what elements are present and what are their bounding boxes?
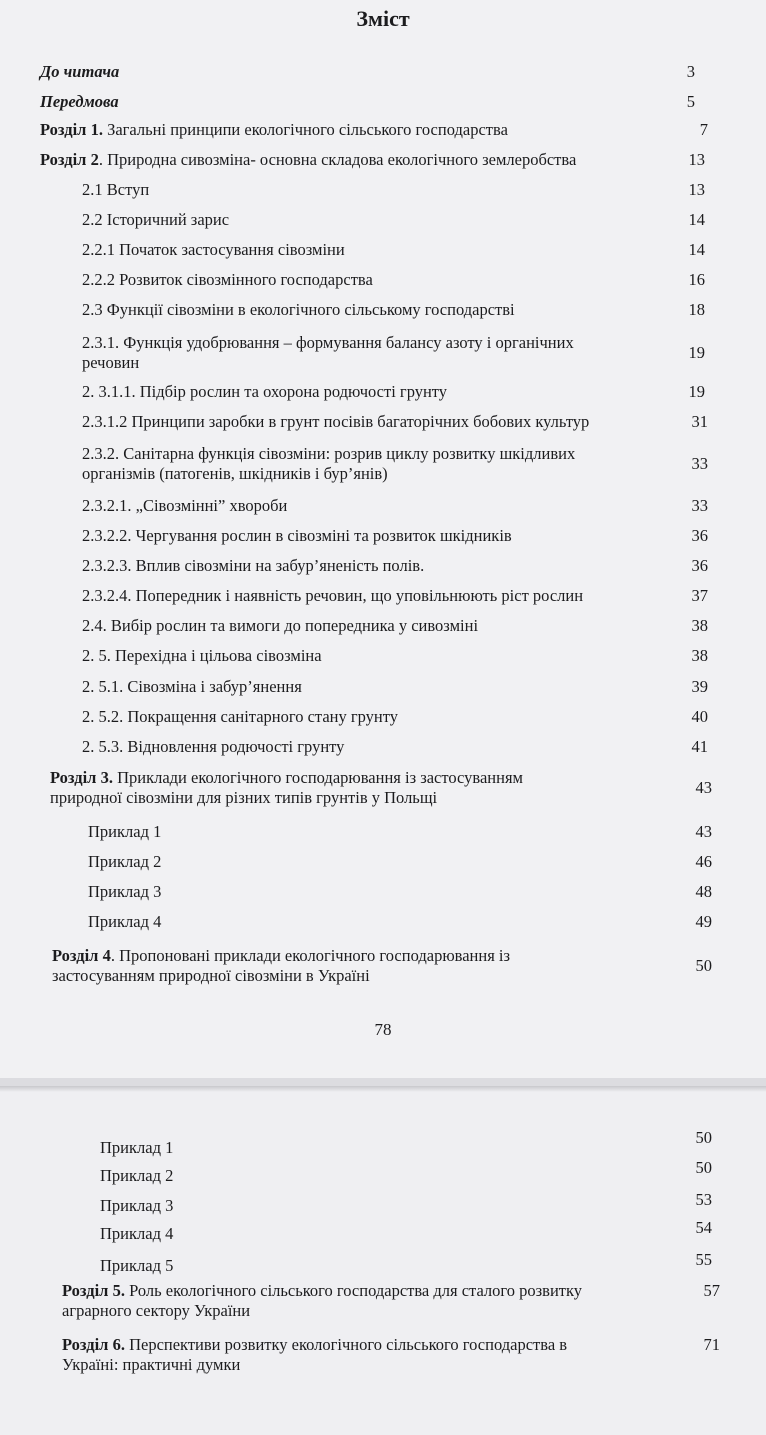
toc-entry: [82, 444, 663, 484]
page-number: 78: [374, 1020, 392, 1039]
entry-page-number: 43: [695, 778, 712, 797]
toc-entry: [82, 677, 663, 697]
entry-title: 2.3.2.3. Вплив сівозміни на забур’яненість полів.: [82, 556, 425, 575]
entry-page-number: 50: [695, 956, 712, 975]
entry-title: 2. 5.3. Відновлення родючості грунту: [82, 737, 345, 756]
entry-title: 2.3.2. Санітарна функція сівозміни: розрив циклу розвитку шкідливих: [82, 444, 576, 463]
entry-title: Приклад 4: [88, 912, 162, 931]
toc-entry: [82, 382, 660, 402]
toc-entry: [40, 92, 650, 112]
entry-title: 2.3.2.2. Чергування рослин в сівозміні та розвиток шкідників: [82, 526, 512, 545]
entry-page-number: 48: [695, 882, 712, 901]
entry-page-number: 50: [695, 1158, 712, 1177]
entry-page-number: 43: [695, 822, 712, 841]
entry-page-number: 55: [695, 1250, 712, 1269]
toc-entry: [82, 180, 660, 200]
entry-title-continued: організмів (патогенів, шкідників і бур’янів): [82, 464, 388, 483]
toc-entry: [82, 646, 663, 666]
entry-title: 2. 5.1. Сівозміна і забур’янення: [82, 677, 302, 696]
toc-entry: [82, 412, 663, 432]
entry-title: 2.3.2.4. Попередник і наявність речовин, що уповільнюють ріст рослин: [82, 586, 584, 605]
entry-page-number: 33: [691, 496, 708, 515]
toc-entry: [62, 1335, 675, 1375]
entry-title: Приклад 2: [88, 852, 162, 871]
toc-entry: [82, 300, 660, 320]
entry-page-number: 13: [688, 180, 705, 199]
entry-page-number: 40: [691, 707, 708, 726]
entry-title: Приклад 1: [88, 822, 162, 841]
toc-entry: [88, 882, 667, 902]
entry-title: 2.2 Історичний зарис: [82, 210, 230, 229]
toc-entry: [62, 1281, 675, 1321]
entry-title-continued: речовин: [82, 353, 140, 372]
entry-page-number: 7: [699, 120, 708, 139]
entry-title: Приклад 2: [100, 1166, 174, 1185]
entry-page-number: 36: [691, 526, 708, 545]
section-label: Розділ 4: [52, 946, 111, 965]
toc-entry: [100, 1224, 667, 1244]
entry-page-number: 54: [695, 1218, 712, 1237]
entry-title: 2.1 Вступ: [82, 180, 150, 199]
entry-title: 2.3.1. Функція удобрювання – формування балансу азоту і органічних: [82, 333, 574, 352]
entry-title: 2.2.2 Розвиток сівозмінного господарства: [82, 270, 373, 289]
entry-page-number: 36: [691, 556, 708, 575]
toc-entry: [100, 1256, 667, 1276]
entry-title: 2.2.1 Початок застосування сівозміни: [82, 240, 345, 259]
entry-page-number: 49: [695, 912, 712, 931]
toc-entry: [88, 852, 667, 872]
entry-page-number: 33: [691, 454, 708, 473]
toc-entry: [100, 1196, 667, 1216]
toc-title: Зміст: [356, 6, 410, 31]
toc-entry: [82, 496, 663, 516]
entry-page-number: 46: [695, 852, 712, 871]
entry-page-number: 50: [695, 1128, 712, 1147]
entry-title: 2. 5. Перехідна і цільова сівозміна: [82, 646, 322, 665]
entry-title: Передмова: [40, 92, 119, 111]
section-label: Розділ 1.: [40, 120, 103, 139]
entry-page-number: 16: [688, 270, 705, 289]
entry-title: Приклад 3: [100, 1196, 174, 1215]
entry-page-number: 71: [703, 1335, 720, 1354]
toc-entry: [82, 333, 660, 373]
toc-entry: [88, 822, 667, 842]
entry-title: 2.4. Вибір рослин та вимоги до попередника у сивозміні: [82, 616, 479, 635]
toc-entry: [52, 946, 667, 986]
entry-title: Приклади екологічного господарювання із застосуванням: [112, 768, 523, 787]
entry-title-continued: Україні: практичні думки: [62, 1355, 241, 1374]
section-label: Розділ 3.: [50, 768, 113, 787]
entry-page-number: 13: [688, 150, 705, 169]
toc-entry: [82, 616, 663, 636]
entry-page-number: 3: [686, 62, 695, 81]
toc-entry: [100, 1138, 667, 1158]
entry-page-number: 19: [688, 343, 705, 362]
entry-page-number: 31: [691, 412, 708, 431]
entry-page-number: 57: [703, 1281, 720, 1300]
toc-entry: [40, 150, 660, 170]
toc-entry: [40, 62, 650, 82]
entry-page-number: 37: [691, 586, 708, 605]
entry-page-number: 41: [691, 737, 708, 756]
entry-title: Приклад 5: [100, 1256, 174, 1275]
entry-page-number: 38: [691, 646, 708, 665]
toc-entry: [82, 586, 663, 606]
entry-title: 2.3.2.1. „Сівозмінні” хвороби: [82, 496, 288, 515]
toc-entry: [82, 240, 660, 260]
entry-title: Роль екологічного сільського господарства для сталого розвитку: [124, 1281, 583, 1300]
entry-title: Загальні принципи екологічного сільського господарства: [102, 120, 508, 139]
entry-page-number: 14: [688, 240, 705, 259]
entry-page-number: 5: [686, 92, 695, 111]
entry-page-number: 39: [691, 677, 708, 696]
toc-entry: [82, 556, 663, 576]
toc-entry: [88, 912, 667, 932]
entry-title: Приклад 3: [88, 882, 162, 901]
entry-page-number: 53: [695, 1190, 712, 1209]
entry-title-continued: природної сівозміни для різних типів грунтів у Польщі: [50, 788, 438, 807]
entry-title: Приклад 4: [100, 1224, 174, 1243]
entry-title: . Природна сивозміна- основна складова екологічного землеробства: [98, 150, 577, 169]
entry-title: 2.3.1.2 Принципи заробки в грунт посівів багаторічних бобових культур: [82, 412, 590, 431]
entry-page-number: 14: [688, 210, 705, 229]
section-label: Розділ 6.: [62, 1335, 125, 1354]
toc-entry: [82, 270, 660, 290]
entry-title: Приклад 1: [100, 1138, 174, 1157]
section-label: Розділ 5.: [62, 1281, 125, 1300]
section-label: Розділ 2: [40, 150, 99, 169]
entry-page-number: 18: [688, 300, 705, 319]
toc-entry: [82, 526, 663, 546]
toc-entry: [82, 707, 663, 727]
entry-title: 2. 5.2. Покращення санітарного стану грунту: [82, 707, 398, 726]
entry-page-number: 19: [688, 382, 705, 401]
toc-entry: [82, 210, 660, 230]
toc-entry: [82, 737, 663, 757]
entry-title: 2.3 Функції сівозміни в екологічного сільському господарстві: [82, 300, 515, 319]
entry-title: Перспективи розвитку екологічного сільського господарства в: [124, 1335, 568, 1354]
entry-title: До читача: [40, 62, 120, 81]
toc-entry: [40, 120, 663, 140]
toc-entry: [100, 1166, 667, 1186]
entry-title: 2. 3.1.1. Підбір рослин та охорона родючості грунту: [82, 382, 448, 401]
toc-entry: [50, 768, 667, 808]
entry-title-continued: застосуванням природної сівозміни в Україні: [52, 966, 370, 985]
entry-title: . Пропоновані приклади екологічного господарювання із: [110, 946, 511, 965]
entry-title-continued: аграрного сектору України: [62, 1301, 251, 1320]
entry-page-number: 38: [691, 616, 708, 635]
